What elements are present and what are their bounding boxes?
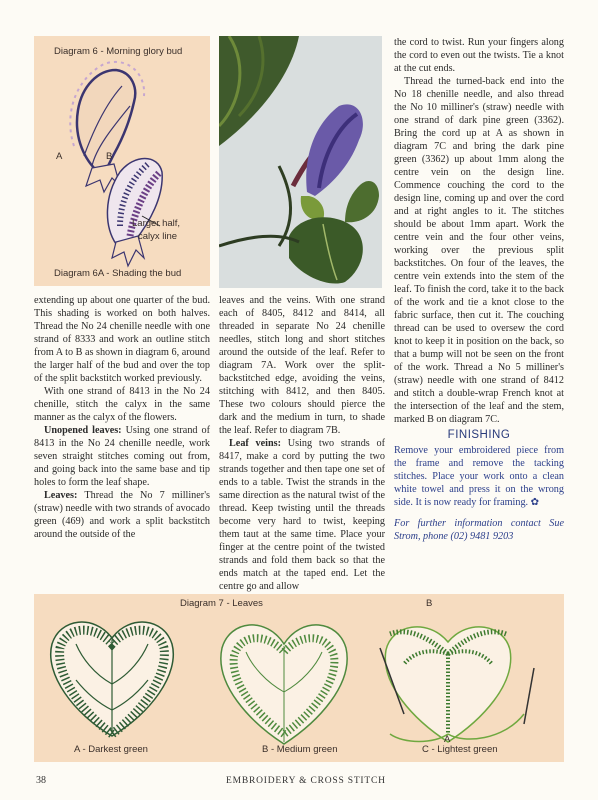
flower-icon: ✿ xyxy=(530,497,540,508)
label-a: A xyxy=(56,151,63,162)
paragraph xyxy=(34,424,210,489)
text-column-2 xyxy=(219,294,385,593)
text-column-1 xyxy=(34,294,210,541)
diagram-7-panel xyxy=(34,594,564,762)
finishing-paragraph xyxy=(394,444,564,509)
paragraph: Thread the turned-back end into the No 18 chenille needle, and also thread the No 10 milliner's (straw) needle with one strand of dark pine green (3362). Bring the cord up at A as shown in diagram 7C and bring the dark pine green (3362) up about 1mm along the centre vein on the design line. Commence couching the cord to the design line, coming up and over the cord and at right angles to it. The stitches should be about 1mm apart. Work the centre vein and the four other veins, working over the previous split backstitches. On four of the leaves, the centre vein extends into the stem of the leaf. To finish the cord, take it to the back of the work and tie a knot close to the fabric surface, then cut it. The couching thread can be used to oversew the cord knot to keep it in position on the back, so that a bump will not be seen on the front of the work. Thread a No 5 milliner's (straw) needle with one strand of 8412 and stitch a double-wrap French knot at the intersection of the leaf and the stem, marked B on diagram 7C. xyxy=(394,76,564,425)
finishing-text: Remove your embroidered piece from the frame and remove the tacking stitches. Place your work onto a clean white towel and press it on the wrong side. It is now ready for framing. xyxy=(394,445,564,508)
paragraph: extending up about one quarter of the bud. This shading is worked on both halves. Thread the No 24 chenille needle with one strand of 8333 and work an outline stitch from A to B as shown in diagram 6, around the larger half of the bud and over the top of the split backstitch worked previously. xyxy=(34,295,210,384)
embroidery-photo xyxy=(219,36,382,288)
paragraph-text: Using two strands of 8417, make a cord by putting the two strands together and then tape one set of ends to a table. Twist the strands in the same direction as the natural twist of the thread. Keep twisting until the threads become very hard to twist, keeping them taut at the same time. Place your finger at the centre point of the twisted strands and fold them back so that the ends match at the taped end. Let the centre go and allow xyxy=(219,438,385,592)
leaf-c-label-a: A xyxy=(444,734,451,745)
morning-glory-embroidery-image xyxy=(219,36,382,288)
label-b: B xyxy=(106,151,113,162)
page-number: 38 xyxy=(36,775,46,786)
paragraph: leaves and the veins. With one strand each of 8405, 8412 and 8414, all threaded in separate No 24 chenille needles, stitch long and short stitches around the outside of the leaf. Refer to diagram 7A. Work over the split-backstitched edge, avoiding the veins, stitching with 8412, and then 8405. These two colours should pierce the dark and the medium in turn, to shade the leaf. Refer to diagram 7B. xyxy=(219,295,385,436)
paragraph xyxy=(34,489,210,541)
finishing-heading: FINISHING xyxy=(447,429,511,441)
caption-c: C - Lightest green xyxy=(422,744,498,755)
label-calyx-line: calyx line xyxy=(138,231,178,242)
label-larger-half: Larger half, xyxy=(132,218,181,229)
paragraph-text: Using one strand of 8413 in the No 24 chenille needle, work seven straight stitches coming out from, and going back into the same base and tip holes to form the leaf shape. xyxy=(34,425,210,488)
subheading-leaves: Leaves: xyxy=(44,490,78,501)
paragraph: the cord to twist. Run your fingers along the cord to even out the twists. Tie a knot at the cut ends. xyxy=(394,37,564,74)
contact-info: For further information contact Sue Strom, phone (02) 9481 9203 xyxy=(394,518,564,542)
caption-b: B - Medium green xyxy=(262,744,338,755)
leaf-c-label-b: B xyxy=(426,598,433,609)
diagram-6-panel xyxy=(34,36,210,286)
diagram-6-title: Diagram 6 - Morning glory bud xyxy=(54,46,183,57)
diagram-6a-title: Diagram 6A - Shading the bud xyxy=(54,268,182,279)
text-column-3 xyxy=(394,36,564,543)
subheading-unopened-leaves: Unopened leaves: xyxy=(44,425,122,436)
paragraph xyxy=(219,437,385,593)
diagram-7-title: Diagram 7 - Leaves xyxy=(180,598,263,609)
subheading-leaf-veins: Leaf veins: xyxy=(229,438,282,449)
paragraph: With one strand of 8413 in the No 24 chenille, stitch the calyx in the same manner as the calyx of the flowers. xyxy=(34,386,210,423)
paragraph-text: Thread the No 7 milliner's (straw) needle with two strands of avocado green (469) and work a split backstitch around the outside of the xyxy=(34,490,210,540)
caption-a: A - Darkest green xyxy=(74,744,148,755)
leaves-diagram xyxy=(34,594,564,762)
magazine-title: EMBROIDERY & CROSS STITCH xyxy=(226,776,386,786)
